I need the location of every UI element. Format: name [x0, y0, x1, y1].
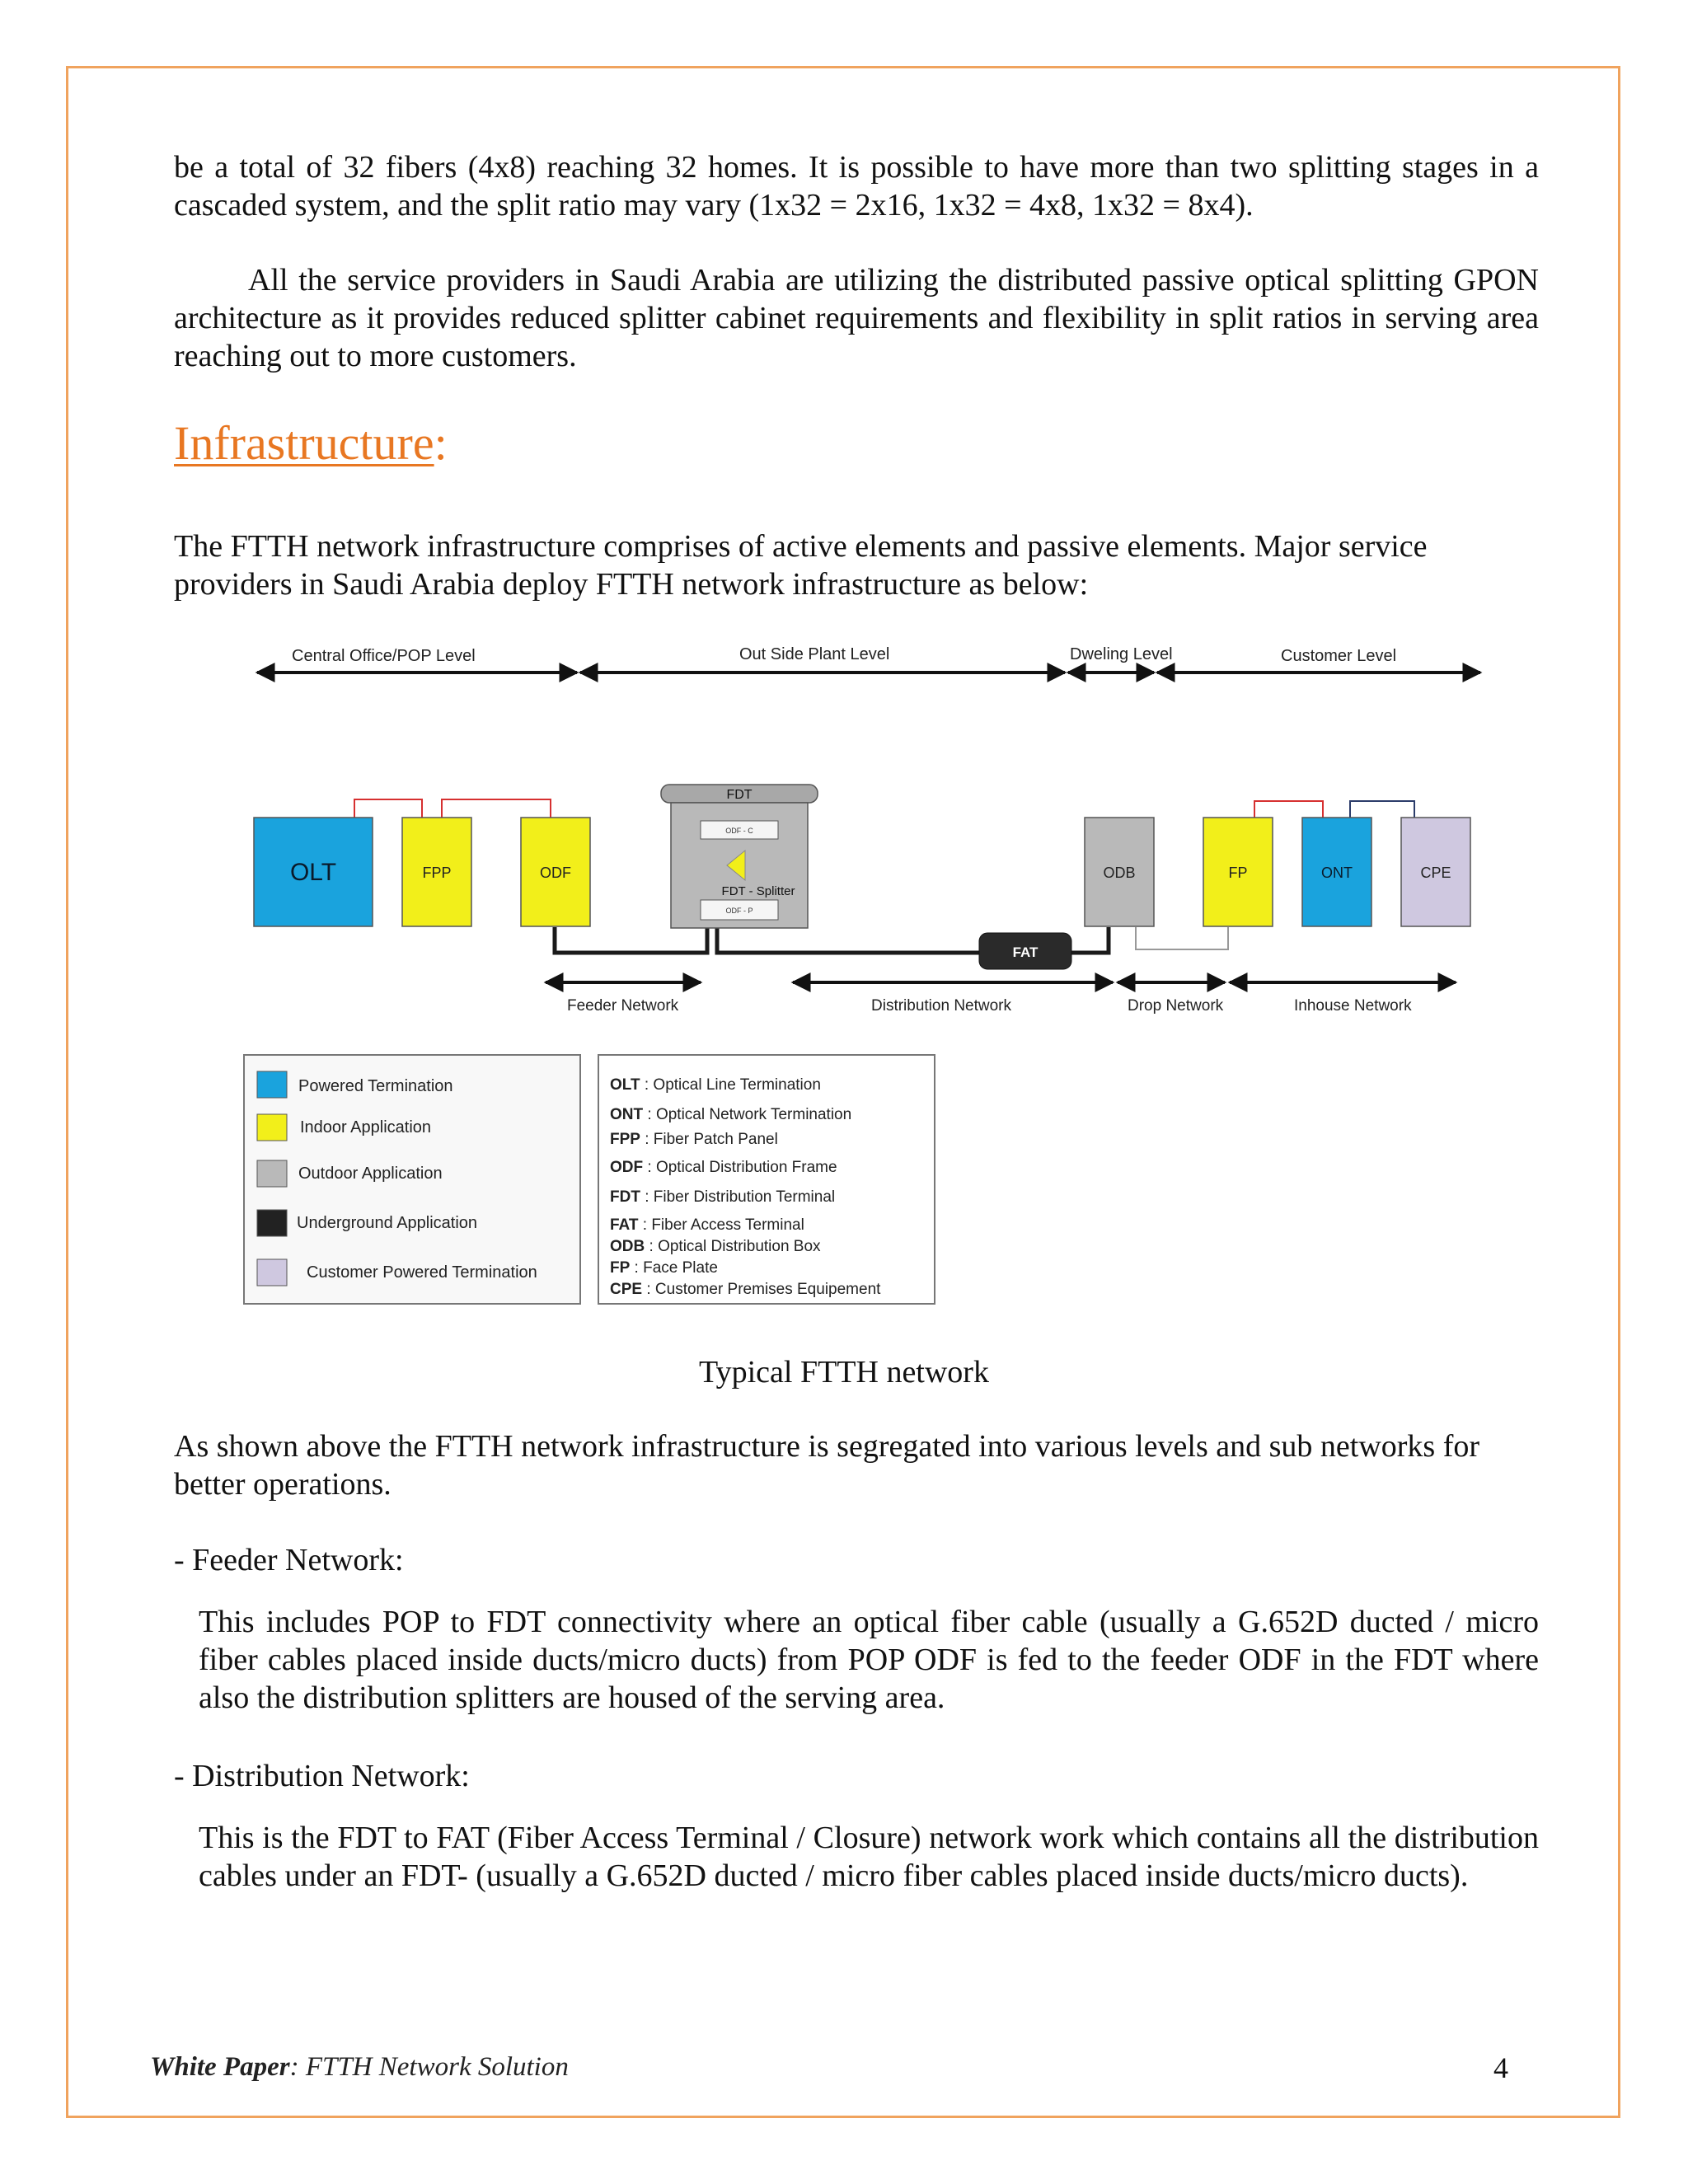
- node-odf-label: ODF: [540, 865, 571, 881]
- section-heading: [174, 415, 448, 472]
- footer-bold: White Paper: [150, 2052, 290, 2082]
- feeder-network-title: - Feeder Network:: [174, 1543, 404, 1577]
- legend-powered: Powered Termination: [298, 1077, 453, 1095]
- legend-indoor: Indoor Application: [300, 1118, 432, 1137]
- abbreviation-olt: OLT : Optical Line Termination: [610, 1076, 821, 1094]
- paragraph-infrastructure: The FTTH network infrastructure comprises of active elements and passive elements. Major service providers in Saudi Arabia deploy FTTH network infrastructure as below:: [174, 529, 1428, 602]
- net-drop-label: Drop Network: [1128, 997, 1224, 1015]
- distribution-network-title: - Distribution Network:: [174, 1759, 470, 1793]
- abbreviation-cpe: CPE : Customer Premises Equipement: [610, 1281, 881, 1298]
- abbreviation-fpp: FPP : Fiber Patch Panel: [610, 1131, 778, 1148]
- drop-cable-dark: [1071, 927, 1109, 953]
- paragraph-split-stages: be a total of 32 fibers (4x8) reaching 32 homes. It is possible to have more than two splitting stages in a cascaded system, and the split ratio may vary (1x32 = 2x16, 1x32 = 4x8, 1x32 = 8x4).: [174, 150, 1539, 223]
- footer-title: [150, 2052, 569, 2083]
- link-odb-fp: [1136, 927, 1228, 949]
- legend-outdoor: Outdoor Application: [298, 1165, 443, 1183]
- level-customer: Customer Level: [1281, 647, 1397, 665]
- fdt-odf-c-label: ODF - C: [725, 827, 753, 835]
- legend-swatch-powered: [257, 1071, 287, 1098]
- net-feeder-label: Feeder Network: [567, 997, 679, 1015]
- abbreviation-ont: ONT : Optical Network Termination: [610, 1106, 852, 1123]
- fdt-odf-p-label: ODF - P: [725, 907, 753, 915]
- page-number: 4: [1493, 2051, 1508, 2084]
- link-ont-cpe: [1350, 801, 1414, 818]
- legend-swatch-indoor: [257, 1114, 287, 1141]
- ftth-network-diagram: [239, 635, 1517, 1319]
- node-fpp-label: FPP: [422, 865, 452, 881]
- legend-customer: Customer Powered Termination: [307, 1263, 537, 1282]
- abbreviation-odb: ODB : Optical Distribution Box: [610, 1238, 821, 1255]
- level-outside-plant: Out Side Plant Level: [739, 645, 890, 663]
- net-inhouse-label: Inhouse Network: [1294, 997, 1412, 1015]
- abbreviation-fdt: FDT : Fiber Distribution Terminal: [610, 1188, 836, 1206]
- node-odb-label: ODB: [1103, 865, 1136, 881]
- node-cpe-label: CPE: [1420, 865, 1451, 881]
- heading-colon: :: [434, 416, 448, 470]
- legend-swatch-outdoor: [257, 1160, 287, 1187]
- link-fpp-odf: [442, 799, 551, 818]
- legend-swatch-underground: [257, 1210, 287, 1236]
- net-distribution-label: Distribution Network: [871, 997, 1011, 1015]
- footer-rest: : FTTH Network Solution: [289, 2052, 569, 2082]
- paragraph-service-providers: All the service providers in Saudi Arabia are utilizing the distributed passive optical splitting GPON architecture as it provides reduced splitter cabinet requirements and flexibility in split ratios in serving area reaching out to more customers.: [174, 263, 1539, 373]
- feeder-network-text: This includes POP to FDT connectivity where an optical fiber cable (usually a G.652D ducted / micro fiber cables placed inside ducts/micro ducts) from POP ODF is fed to the feeder ODF in the FDT where also the distribution splitters are housed of the serving area.: [199, 1605, 1539, 1715]
- feeder-cable: [555, 927, 707, 953]
- abbreviation-odf: ODF : Optical Distribution Frame: [610, 1159, 837, 1176]
- fdt-splitter-label: FDT - Splitter: [721, 884, 795, 898]
- node-olt-label: OLT: [289, 859, 337, 886]
- abbreviation-fat: FAT : Fiber Access Terminal: [610, 1216, 804, 1234]
- figure-caption: Typical FTTH network: [699, 1355, 989, 1390]
- node-fdt-label: FDT: [726, 788, 753, 802]
- distribution-cable: [717, 927, 979, 953]
- distribution-network-text: This is the FDT to FAT (Fiber Access Terminal / Closure) network work which contains all the distribution cables under an FDT- (usually a G.652D ducted / micro fiber cables placed inside ducts/micro ducts).: [199, 1821, 1539, 1893]
- abbreviation-fp: FP : Face Plate: [610, 1259, 718, 1277]
- level-central-office: Central Office/POP Level: [292, 647, 476, 665]
- legend-swatch-customer: [257, 1259, 287, 1286]
- paragraph-segregated: As shown above the FTTH network infrastructure is segregated into various levels and sub networks for better operations.: [174, 1429, 1480, 1502]
- heading-text: Infrastructure: [174, 416, 434, 470]
- legend-underground: Underground Application: [297, 1214, 478, 1232]
- link-fp-ont: [1254, 801, 1323, 818]
- level-dweling: Dweling Level: [1070, 645, 1173, 663]
- node-fp-label: FP: [1228, 865, 1248, 881]
- link-olt-fpp: [354, 799, 422, 818]
- node-ont-label: ONT: [1321, 865, 1353, 881]
- node-fat-label: FAT: [1012, 944, 1039, 960]
